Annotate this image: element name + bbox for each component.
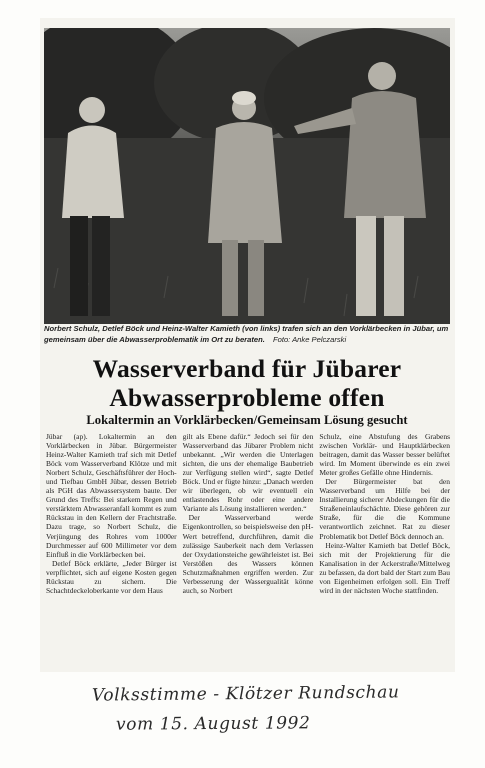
headline-line-1: Wasserverband für Jübarer: [92, 354, 402, 383]
article-body: [46, 432, 450, 668]
photo-image: [44, 28, 450, 324]
paragraph: Detlef Böck erklärte, „Jeder Bürger ist verpflichtet, sich auf eigene Kosten gegen Rückstau zu sichern. Die Schachtdeckeloberkante vor dem Haus: [46, 558, 177, 595]
paragraph: Jübar (ap). Lokaltermin an den Vorklärbecken in Jübar. Bürgermeister Heinz-Walter Kamieth traf sich mit Detlef Böck vom Wasserverband Klötze und mit Norbert Schulz, Geschäftsführer der Hoch- und Tiefbau GmbH Jübar, dessen Betrieb als PGH das Abwassersystem baute. Der Grund des Treffs: Bei starkem Regen und verstärktem Abwasseranfall kommt es zum Rückstau in den Kellern der Frachtstraße. Dazu trage, so Norbert Schulz, die Verjüngung des Rohres vom 1000er Durchmesser auf 600 Millimeter vor dem Einfluß in die Vorklärbecken bei.: [46, 432, 177, 559]
handwritten-source: Volksstimme - Klötzer Rundschau: [91, 682, 400, 706]
paragraph: Der Bürgermeister bat den Wasserverband um Hilfe bei der Installierung sicherer Abdeckungen für die Straßeneinlaufschächte. Diese gehören zur Straße, für die die Kommune verantwortlich zeichnet. Rat zu dieser Problematik bot Detlef Böck dennoch an.: [319, 477, 450, 541]
headline: [44, 354, 450, 412]
headline-line-2: Abwasserprobleme offen: [109, 383, 385, 412]
paragraph: Schulz, eine Abstufung des Grabens zwischen Vorklär- und Hauptklärbecken beitragen, damit das Wasser besser belüftet wird. Im Moment überwinde es ein zwei Meter großes Gefälle ohne Hindernis.: [319, 432, 450, 478]
photo-caption: [44, 324, 450, 345]
article-column-3: [319, 432, 450, 668]
article-column-2: [183, 432, 314, 668]
paragraph: gilt als Ebene dafür.“ Jedoch sei für den Wasserverband das Jübarer Problem nicht unbekannt. „Wir werden die Unterlagen sichten, die uns der ehemalige Baubetrieb zur Verfügung stellen wird“, sagte Detlef Böck. Und er fügte hinzu: „Danach werden wir überlegen, ob wir eventuell ein entlastendes Rohr oder eine andere Variante als Lösung installieren werden.“: [182, 432, 314, 514]
subheadline: Lokaltermin an Vorklärbecken/Gemeinsam Lösung gesucht: [86, 413, 408, 427]
press-photo: [44, 28, 450, 324]
paragraph: Der Wasserverband werde Eigenkontrollen, so beispielsweise den pH-Wert betreffend, durchführen, damit die zulässige Sauberkeit nach dem Verlassen der Oxydationsteiche gewährleistet ist. Bei Verstößen des Wassers können Schutzmaßnahmen ergriffen werden. Zur Verbesserung der Wassergualität könne auch, so Norbert: [182, 513, 314, 595]
handwritten-date: vom 15. August 1992: [115, 713, 311, 735]
paragraph: Heinz-Walter Kamieth bat Detlef Böck, sich mit der Projektierung für die Kanalisation in der Ackerstraße/Mittelweg zu befassen, da dort bald der Start zum Bau von Eigenheimen erfolgen soll. Ein Treff wird in der nächsten Woche stattfinden.: [319, 540, 450, 595]
photo-credit: Foto: Anke Pelczarski: [272, 334, 347, 344]
article-column-1: [46, 432, 177, 668]
caption-text: Norbert Schulz, Detlef Böck und Heinz-Walter Kamieth (von links) trafen sich an den Vorklärbecken in Jübar, um gemeinsam über die Abwasserproblematik im Ort zu beraten.: [44, 324, 449, 344]
